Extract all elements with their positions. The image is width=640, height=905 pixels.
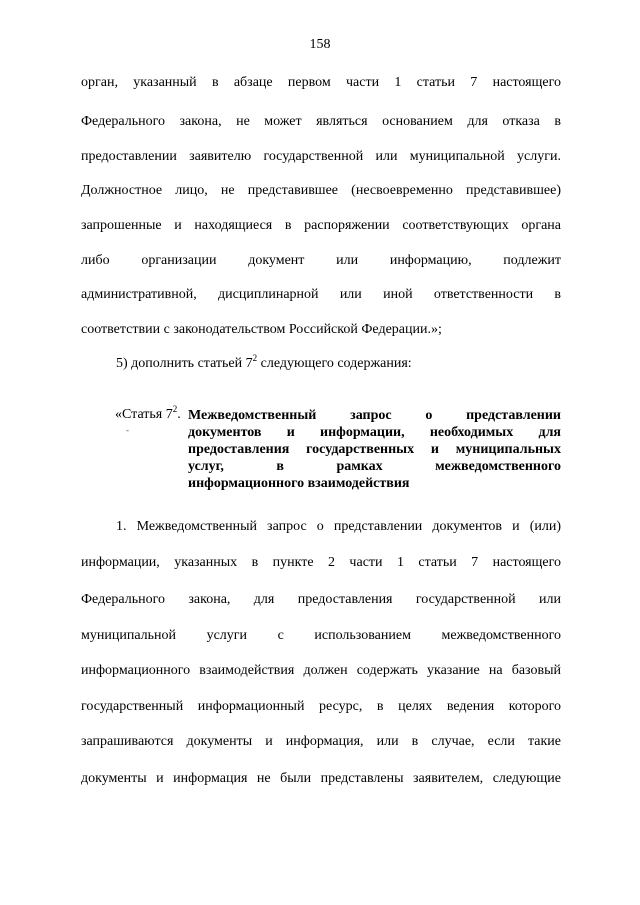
- text-line: соответствии с законодательством Российской Федерации.»;: [81, 322, 442, 337]
- heading-line: информационного взаимодействия: [188, 476, 410, 491]
- text-line: муниципальной услуги с использованием межведомственного: [81, 628, 561, 643]
- text-line: запрашиваются документы и информация, или в случае, если такие: [81, 734, 561, 749]
- text-line: документы и информация не были представлены заявителем, следующие: [81, 771, 561, 786]
- text-line: 1. Межведомственный запрос о представлении документов и (или): [116, 519, 561, 534]
- text-line: предоставлении заявителю государственной или муниципальной услуги.: [81, 149, 561, 164]
- text-line: либо организации документ или информацию, подлежит: [81, 253, 561, 268]
- text-line: административной, дисциплинарной или иной ответственности в: [81, 287, 561, 302]
- text-line: государственный информационный ресурс, в целях ведения которого: [81, 699, 561, 714]
- heading-line: услуг, в рамках межведомственного: [188, 459, 561, 474]
- article-prefix-dot: .: [177, 407, 181, 422]
- item-5-text: 5) дополнить статьей 7: [116, 356, 253, 371]
- item-5-text-end: следующего содержания:: [257, 356, 412, 371]
- text-line: информационного взаимодействия должен содержать указание на базовый: [81, 663, 561, 678]
- text-line: информации, указанных в пункте 2 части 1 статьи 7 настоящего: [81, 555, 561, 570]
- heading-line: Межведомственный запрос о представлении: [188, 408, 561, 423]
- heading-line: документов и информации, необходимых для: [188, 425, 561, 440]
- page-number: 158: [309, 37, 331, 52]
- item-5: [116, 353, 412, 372]
- stray-mark: -: [126, 425, 129, 435]
- article-prefix: [115, 404, 181, 423]
- article-prefix-text: «Статья 7: [115, 407, 173, 422]
- text-line: запрошенные и находящиеся в распоряжении соответствующих органа: [81, 218, 561, 233]
- text-line: Федерального закона, для предоставления государственной или: [81, 592, 561, 607]
- article-prefix-superscript: 2: [172, 404, 178, 414]
- article-heading: [188, 407, 561, 492]
- text-line: орган, указанный в абзаце первом части 1 статьи 7 настоящего: [81, 75, 561, 90]
- text-line: Федерального закона, не может являться основанием для отказа в: [81, 114, 561, 129]
- text-line: Должностное лицо, не представившее (несвоевременно представившее): [81, 183, 561, 198]
- item-5-superscript: 2: [252, 353, 258, 363]
- heading-line: предоставления государственных и муниципальных: [188, 442, 561, 457]
